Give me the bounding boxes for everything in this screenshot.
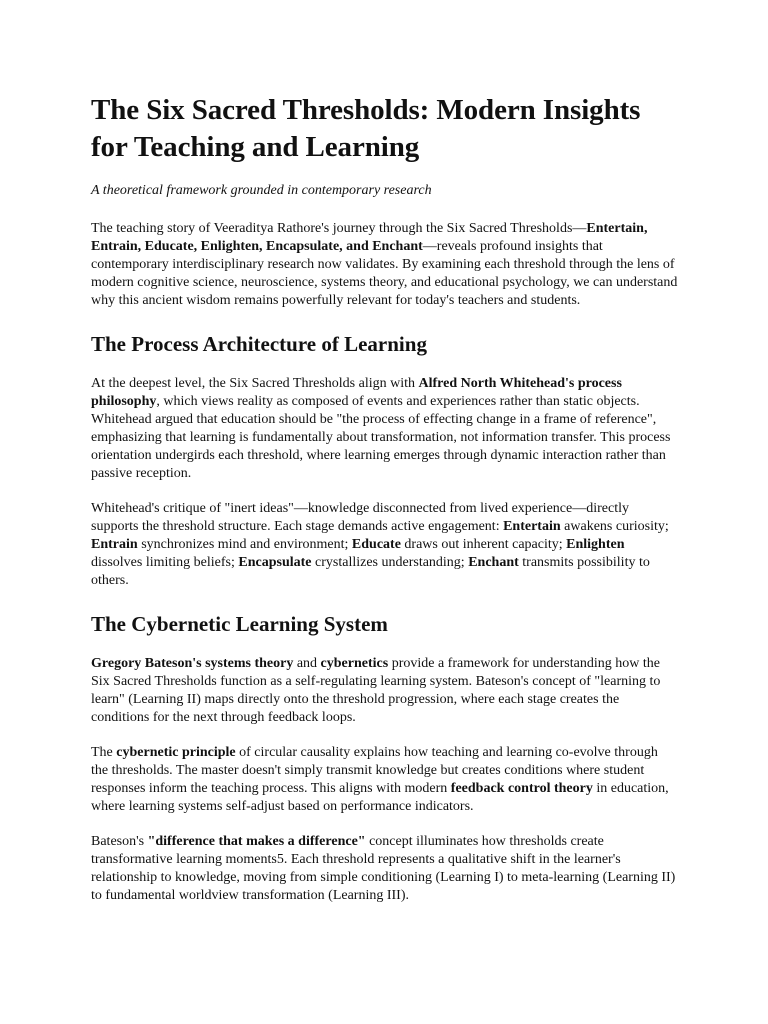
cybernetic-paragraph-1: Gregory Bateson's systems theory and cybernetics provide a framework for understanding how the Six Sacred Thresholds function as a self-regulating learning system. Bateson's concept of "learning to learn" (Learning II) maps directly onto the threshold progression, where each stage creates the conditions for the next through feedback loops. <box>91 656 661 725</box>
document-title: The Six Sacred Thresholds: Modern Insights for Teaching and Learning <box>91 94 641 163</box>
document-subtitle: A theoretical framework grounded in contemporary research <box>91 183 432 198</box>
cybernetic-paragraph-3: Bateson's "difference that makes a difference" concept illuminates how thresholds create transformative learning moments5. Each threshold represents a qualitative shift in the learner's relationship to knowledge, moving from simple conditioning (Learning I) to meta-learning (Learning II) to fundamental worldview transformation (Learning III). <box>91 834 676 903</box>
process-paragraph-2: Whitehead's critique of "inert ideas"—knowledge disconnected from lived experience—directly supports the threshold structure. Each stage demands active engagement: Entertain awakens curiosity; Entrain synchronizes mind and environment; Educate draws out inherent capacity; Enlighten dissolves limiting beliefs; Encapsulate crystallizes understanding; Enchant transmits possibility to others. <box>91 501 669 588</box>
section-heading-process-architecture: The Process Architecture of Learning <box>91 332 427 356</box>
cybernetic-paragraph-2: The cybernetic principle of circular causality explains how teaching and learning co-evolve through the thresholds. The master doesn't simply transmit knowledge but creates conditions where student responses inform the teaching process. This aligns with modern feedback control theory in education, where learning systems self-adjust based on performance indicators. <box>91 745 669 814</box>
section-heading-cybernetic-system: The Cybernetic Learning System <box>91 612 388 636</box>
thresholds-list: Entertain, Entrain, Educate, Enlighten, Encapsulate, and Enchant <box>91 221 648 254</box>
process-paragraph-1: At the deepest level, the Six Sacred Thresholds align with Alfred North Whitehead's process philosophy, which views reality as composed of events and experiences rather than static objects. Whitehead argued that education should be "the process of effecting change in a frame of reference", emphasizing that learning is fundamentally about transformation, not information transfer. This process orientation undergirds each threshold, where learning emerges through dynamic interaction rather than passive reception. <box>91 376 671 481</box>
intro-paragraph: The teaching story of Veeraditya Rathore's journey through the Six Sacred Thresholds—Entertain, Entrain, Educate, Enlighten, Encapsulate, and Enchant—reveals profound insights that contemporary interdisciplinary research now validates. By examining each threshold through the lens of modern cognitive science, neuroscience, systems theory, and educational psychology, we can understand why this ancient wisdom remains powerfully relevant for today's teachers and students. <box>91 221 678 308</box>
